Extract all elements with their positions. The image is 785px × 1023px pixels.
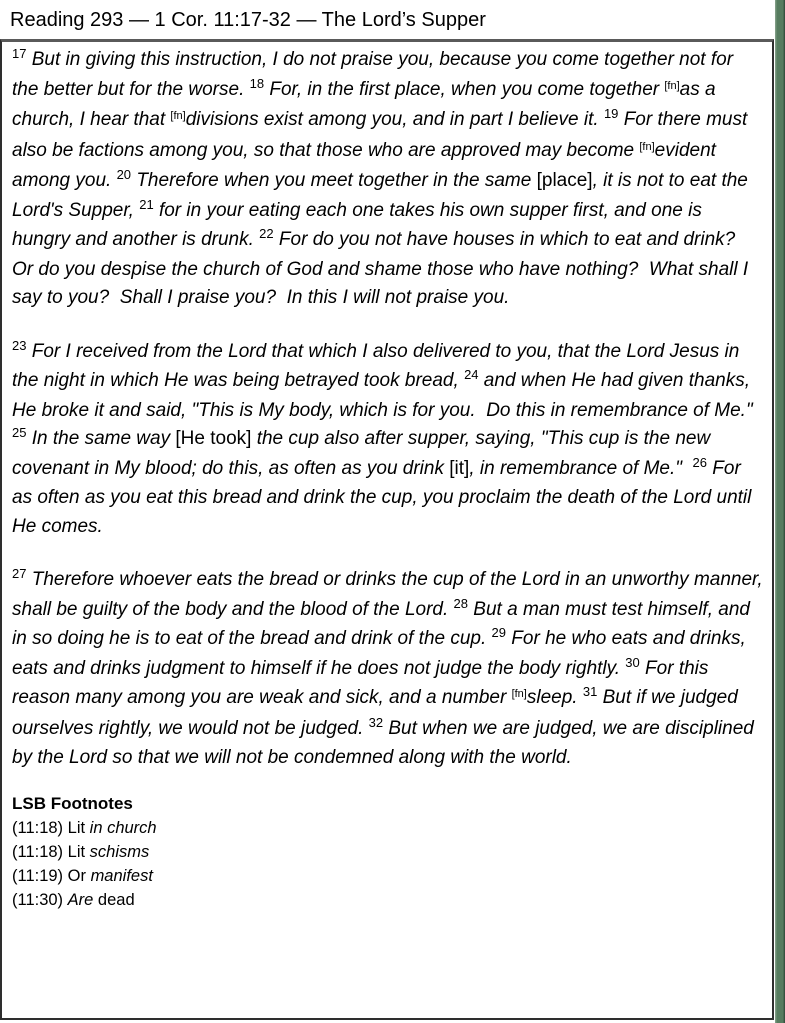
passage-segment: For there must also be factions among you, so that those who are approved may become: [12, 109, 753, 161]
footnote-marker: [fn]: [170, 110, 186, 122]
passage-segment: evident among you.: [12, 139, 722, 191]
verse-number: 22: [259, 226, 274, 241]
verse-number: 31: [582, 684, 598, 699]
verse-number: 17: [12, 46, 27, 61]
inserted-word: (11:30): [12, 890, 68, 909]
passage-paragraph: [12, 338, 763, 542]
inserted-word: [place]: [536, 170, 593, 191]
passage-segment: sleep.: [526, 687, 583, 708]
footnote-lines: [12, 816, 763, 912]
inserted-word: [He took]: [175, 428, 252, 449]
inserted-word: (11:18) Lit: [12, 818, 90, 837]
passage-segment: the cup also after supper, saying, "This cup is the new covenant in My blood; do this, as often as you drink: [12, 428, 716, 479]
passage-segment: divisions exist among you, and in part I believe it.: [185, 109, 604, 130]
passage-segment: as a church, I hear that: [12, 78, 721, 130]
verse-number: 24: [464, 367, 479, 382]
passage-segment: For he who eats and drinks, eats and drinks judgment to himself if he does not judge the body rightly.: [12, 628, 752, 679]
passage-segment: and when He had given thanks, He broke it and said, "This is My body, which is for you. Do this in remembrance of Me.": [12, 370, 764, 421]
passage-segment: For, in the first place, when you come together: [264, 78, 665, 100]
passage-segment: schisms: [89, 842, 150, 861]
verse-number: 30: [625, 654, 640, 670]
verse-number: 18: [249, 75, 265, 91]
passage-segment: manifest: [90, 866, 153, 885]
passage-segment: in church: [89, 818, 157, 837]
verse-number: 19: [603, 106, 619, 121]
verse-number: 28: [453, 595, 469, 611]
passage-segment: For I received from the Lord that which I also delivered to you, that the Lord Jesus in the night in which He was being betrayed took bread,: [12, 340, 745, 391]
verse-number: 27: [12, 566, 27, 581]
verse-number: 29: [491, 625, 507, 640]
inserted-word: [it]: [449, 457, 470, 479]
passage-segment: But a man must test himself, and in so doing he is to eat of the bread and drink of the cup.: [12, 598, 756, 649]
passage-segment: Therefore whoever eats the bread or drinks the cup of the Lord in an unworthy manner, shall be guilty of the body and the blood of the Lord.: [12, 569, 768, 620]
footnote-item: [12, 888, 763, 912]
footnote-marker: [fn]: [664, 79, 680, 92]
footnote-item: [12, 816, 763, 840]
verse-number: 20: [116, 167, 132, 182]
footnotes-section: [12, 792, 763, 912]
passage-segment: For this reason many among you are weak and sick, and a number: [12, 657, 714, 708]
footnote-item: [12, 864, 763, 888]
footnote-item: [12, 840, 763, 864]
passage-paragraph: [12, 46, 763, 313]
page-title: Reading 293 — 1 Cor. 11:17-32 — The Lord’s Supper: [10, 9, 486, 31]
inserted-word: dead: [93, 890, 135, 909]
passage-segment: But if we judged ourselves rightly, we would not be judged.: [12, 687, 744, 739]
page-edge-strip: [775, 0, 785, 1023]
passage-segment: , it is not to eat the Lord's Supper,: [12, 170, 754, 221]
passage-text: [12, 46, 768, 773]
passage-segment: Therefore when you meet together in the same: [131, 170, 537, 191]
reading-content-box: [0, 39, 774, 1020]
inserted-word: (11:19) Or: [12, 866, 91, 885]
verse-number: 21: [139, 196, 154, 212]
verse-number: 32: [368, 714, 384, 730]
footnotes-heading: LSB Footnotes: [12, 793, 133, 813]
passage-segment: In the same way: [26, 428, 176, 449]
passage-segment: , in remembrance of Me.": [469, 457, 693, 479]
footnote-marker: [fn]: [639, 140, 655, 153]
passage-segment: Are: [67, 890, 94, 909]
passage-segment: But when we are judged, we are disciplined by the Lord so that we will not be condemned along with the world.: [12, 717, 760, 768]
passage-segment: For as often as you eat this bread and drink the cup, you proclaim the death of the Lord until He comes.: [12, 457, 757, 537]
footnote-marker: [fn]: [511, 688, 527, 700]
passage-segment: For do you not have houses in which to eat and drink? Or do you despise the church of God and shame those who have nothing? What shall I say to you? Shall I praise you? In this I will not praise you.: [12, 229, 754, 308]
passage-segment: for in your eating each one takes his own supper first, and one is hungry and another is drunk.: [12, 199, 708, 250]
verse-number: 25: [12, 425, 27, 440]
verse-number: 23: [12, 337, 27, 353]
verse-number: 26: [692, 454, 708, 470]
passage-segment: But in giving this instruction, I do not praise you, because you come together not for the better but for the worse.: [12, 49, 739, 100]
passage-paragraph: [12, 566, 768, 773]
inserted-word: (11:18) Lit: [12, 842, 90, 861]
